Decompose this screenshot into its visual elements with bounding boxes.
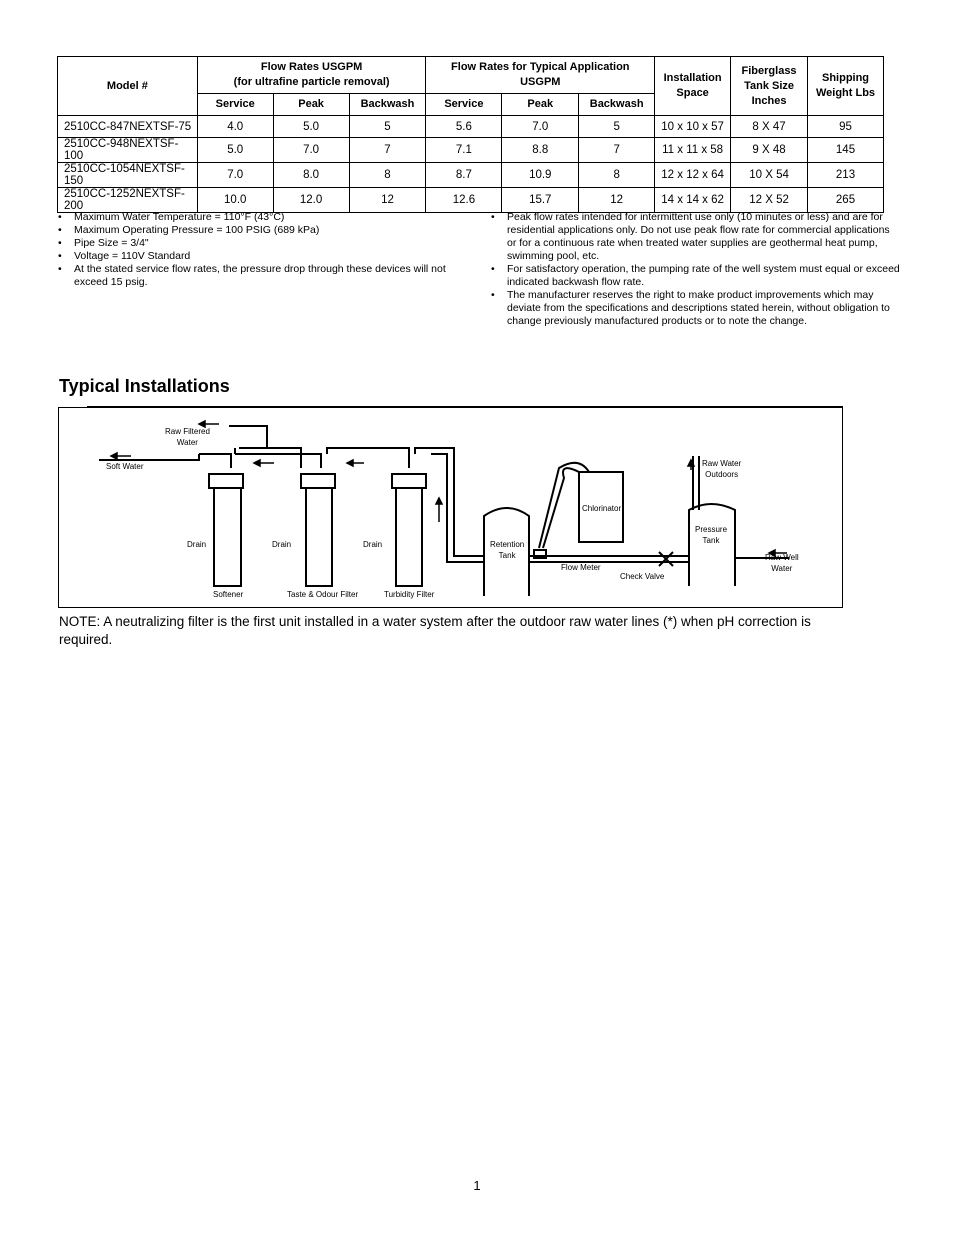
table-cell: 5 <box>579 116 655 138</box>
turbidity-valve-head <box>392 474 426 488</box>
table-cell: 8 X 47 <box>731 116 808 138</box>
note-item: • Maximum Water Temperature = 110°F (43°C) <box>57 211 457 224</box>
table-cell: 11 x 11 x 58 <box>655 138 731 163</box>
ph-correction-note: NOTE: A neutralizing filter is the first unit installed in a water system after the outdoor raw water lines (*) when pH correction is required. <box>59 614 811 647</box>
softener-valve-head <box>209 474 243 488</box>
label-pressure-tank: Pressure Tank <box>695 525 728 545</box>
table-cell: 12.0 <box>273 188 349 213</box>
header-peak: Peak <box>273 94 349 116</box>
page-number: 1 <box>473 1178 481 1193</box>
table-cell: 5.6 <box>426 116 502 138</box>
softener-tank <box>214 488 241 586</box>
table-cell: 8 <box>579 163 655 188</box>
cell-model: 2510CC-1054NEXTSF-150 <box>58 163 198 188</box>
header-service: Service <box>197 94 273 116</box>
note-item: • The manufacturer reserves the right to make product improvements which may deviate from the specifications and descriptions stated herein, without obligation to change previously manufactured products or to note the change. <box>490 289 900 328</box>
arrow-left-icon <box>111 453 131 459</box>
cell-model: 2510CC-948NEXTSF-100 <box>58 138 198 163</box>
cell-model: 2510CC-847NEXTSF-75 <box>58 116 198 138</box>
label-chlorinator: Chlorinator <box>582 504 622 513</box>
table-cell: 7.0 <box>273 138 349 163</box>
label-softener: Softener <box>213 590 244 599</box>
table-cell: 12.6 <box>426 188 502 213</box>
arrow-left-icon <box>347 460 364 466</box>
table-cell: 10.9 <box>502 163 579 188</box>
table-cell: 145 <box>808 138 884 163</box>
table-cell: 95 <box>808 116 884 138</box>
table-cell: 14 x 14 x 62 <box>655 188 731 213</box>
table-cell: 4.0 <box>197 116 273 138</box>
note-item: • Peak flow rates intended for intermittent use only (10 minutes or less) and are for residential applications only. Do not use peak flow rate for commercial applications or for a continuous rate when treated water supplies are geothermal heat pump, swimming pool, etc. <box>490 211 900 263</box>
table-cell: 213 <box>808 163 884 188</box>
table-cell: 10.0 <box>197 188 273 213</box>
table-row <box>58 116 884 138</box>
table-row <box>58 138 884 163</box>
header-installation-space: Installation Space <box>655 57 731 116</box>
header-shipping-weight: Shipping Weight Lbs <box>808 57 884 116</box>
label-raw-well-water: Raw Well Water <box>765 553 799 573</box>
arrow-up-icon <box>436 498 442 522</box>
table-cell: 10 X 54 <box>731 163 808 188</box>
label-raw-water-outdoors: Raw Water Outdoors <box>702 459 742 479</box>
table-cell: 5.0 <box>197 138 273 163</box>
table-row <box>58 163 884 188</box>
header-model: Model # <box>58 57 198 116</box>
table-cell: 12 <box>579 188 655 213</box>
table-cell: 7.0 <box>197 163 273 188</box>
header-backwash: Backwash <box>349 94 426 116</box>
header-flow-rates: Flow Rates USGPM (for ultrafine particle removal) <box>197 57 426 94</box>
table-cell: 12 x 12 x 64 <box>655 163 731 188</box>
label-soft-water: Soft Water <box>106 462 144 471</box>
table-cell: 8.7 <box>426 163 502 188</box>
note-item: • At the stated service flow rates, the pressure drop through these devices will not exceed 15 psig. <box>57 263 457 289</box>
note-item: • Voltage = 110V Standard <box>57 250 457 263</box>
header-fiberglass-tank-size: Fiberglass Tank Size Inches <box>731 57 808 116</box>
table-cell: 10 x 10 x 57 <box>655 116 731 138</box>
label-flow-meter: Flow Meter <box>561 563 601 572</box>
label-taste-odour-filter: Taste & Odour Filter <box>287 590 359 599</box>
label-raw-filtered-water: Raw Filtered Water <box>165 427 210 447</box>
note-item: • Maximum Operating Pressure = 100 PSIG (689 kPa) <box>57 224 457 237</box>
label-drain: Drain <box>272 540 292 549</box>
specifications-table <box>57 56 884 213</box>
label-retention-tank: Retention Tank <box>490 540 525 560</box>
label-turbidity-filter: Turbidity Filter <box>384 590 435 599</box>
table-row <box>58 188 884 213</box>
label-drain: Drain <box>363 540 383 549</box>
header-backwash: Backwash <box>579 94 655 116</box>
section-title: Typical Installations <box>59 376 230 396</box>
table-cell: 8 <box>349 163 426 188</box>
table-cell: 7.0 <box>502 116 579 138</box>
table-cell: 265 <box>808 188 884 213</box>
turbidity-tank <box>396 488 422 586</box>
table-cell: 8.0 <box>273 163 349 188</box>
cell-model: 2510CC-1252NEXTSF-200 <box>58 188 198 213</box>
table-cell: 5 <box>349 116 426 138</box>
table-cell: 7 <box>579 138 655 163</box>
table-cell: 9 X 48 <box>731 138 808 163</box>
arrow-left-icon <box>254 460 274 466</box>
table-cell: 15.7 <box>502 188 579 213</box>
table-cell: 8.8 <box>502 138 579 163</box>
table-cell: 7 <box>349 138 426 163</box>
check-valve <box>659 552 673 566</box>
note-item: • For satisfactory operation, the pumping rate of the well system must equal or exceed indicated backwash flow rate. <box>490 263 900 289</box>
taste-odour-tank <box>306 488 332 586</box>
label-drain: Drain <box>187 540 207 549</box>
table-cell: 12 <box>349 188 426 213</box>
table-cell: 12 X 52 <box>731 188 808 213</box>
label-check-valve: Check Valve <box>620 572 665 581</box>
table-cell: 5.0 <box>273 116 349 138</box>
installation-diagram <box>58 407 843 608</box>
taste-odour-valve-head <box>301 474 335 488</box>
note-item: • Pipe Size = 3/4" <box>57 237 457 250</box>
notes-right-list <box>490 211 900 328</box>
header-peak: Peak <box>502 94 579 116</box>
header-typical-application: Flow Rates for Typical Application USGPM <box>426 57 655 94</box>
notes-left-list <box>57 211 457 289</box>
header-service: Service <box>426 94 502 116</box>
table-cell: 7.1 <box>426 138 502 163</box>
